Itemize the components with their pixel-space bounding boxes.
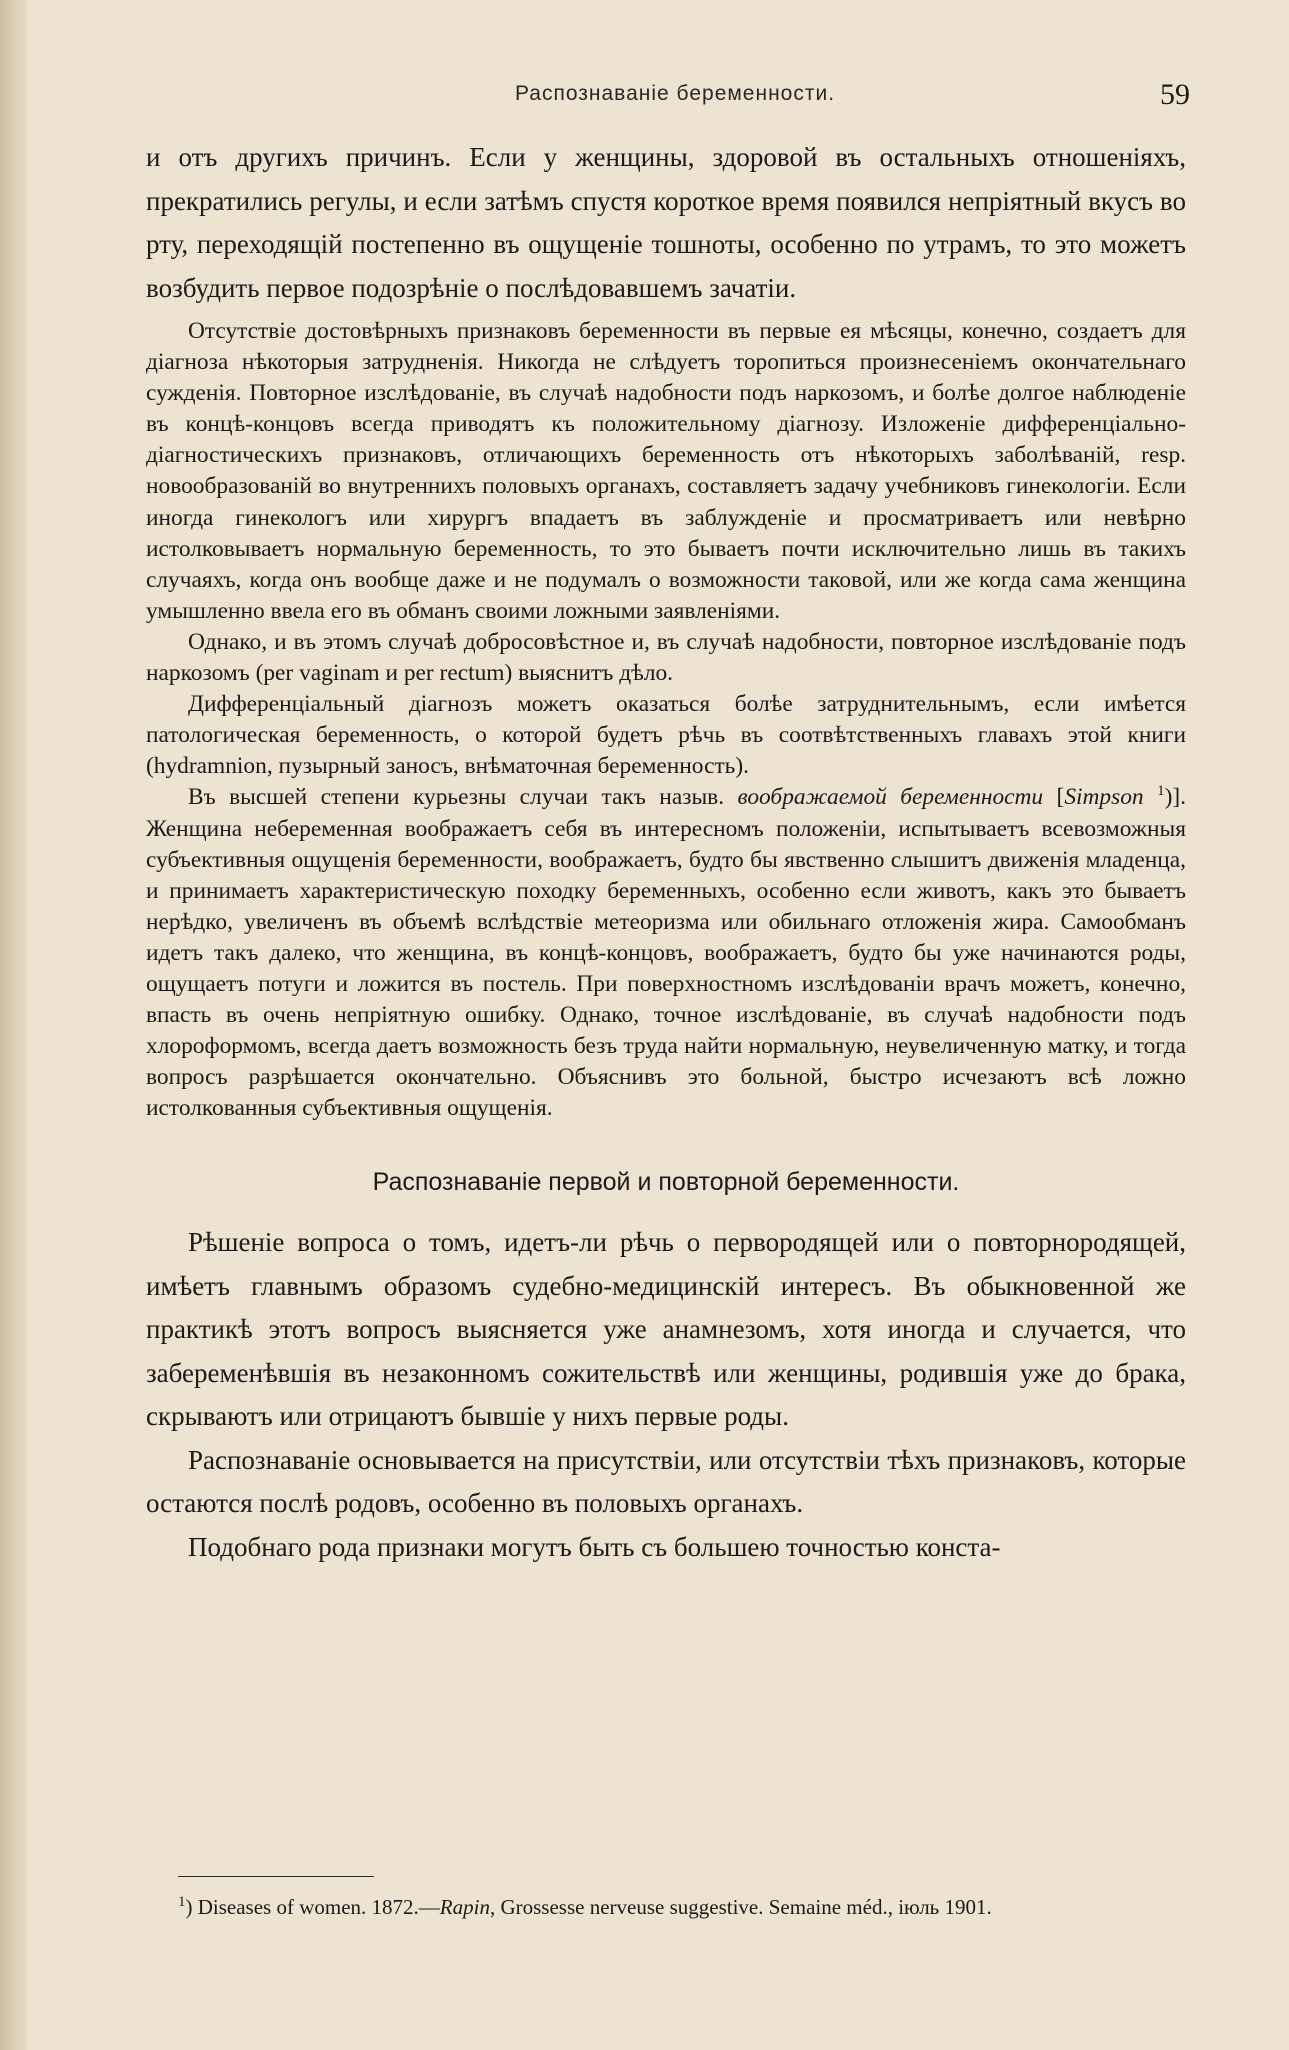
running-title: Распознаванiе беременности. [514, 82, 836, 105]
paragraph-5-italic-term: воображаемой беременности [737, 784, 1044, 811]
footnote [178, 1892, 1188, 1922]
paragraph-5-start: Въ высшей степени курьезны случаи такъ назыв. [188, 784, 738, 811]
footnote-author: Rapin [439, 1895, 490, 1919]
paragraph-2: Отсутствiе достовѣрныхъ признаковъ беременности въ первые ея мѣсяцы, конечно, создаетъ для дiагноза нѣкоторыя затрудненiя. Никогда не слѣдуетъ торопиться произнесенiемъ окончательнаго сужденiя. Повторное изслѣдованiе, въ случаѣ надобности подъ наркозомъ, и болѣе долгое наблюденiе въ концѣ-концовъ всегда приводятъ къ положительному дiагнозу. Изложенiе дифференцiально-дiагностическихъ признаковъ, отличающихъ беременность отъ нѣкоторыхъ заболѣванiй, resp. новообразованiй во внутреннихъ половыхъ органахъ, составляетъ задачу учебниковъ гинекологiи. Если иногда гинекологъ или хирургъ впадаетъ въ заблужденiе и просматриваетъ или невѣрно истолковываетъ нормальную беременность, то это бываетъ почти исключительно лишь въ такихъ случаяхъ, когда онъ вообще даже и не подумалъ о возможности таковой, или же когда сама женщина умышленно ввела его въ обманъ своими ложными заявленiями. [146, 318, 1186, 624]
paragraph-6: Рѣшенiе вопроса о томъ, идетъ-ли рѣчь о первородящей или о повторнородящей, имѣетъ главнымъ образомъ судебно-медицинскiй интересъ. Въ обыкновенной же практикѣ этотъ вопросъ выясняется уже анамнезомъ, хотя иногда и случается, что забеременѣвшiя въ незаконномъ сожительствѣ или женщины, родившiя уже до брака, скрываютъ или отрицаютъ бывшiе у нихъ первые роды. [146, 1227, 1186, 1432]
paragraph-8: Подобнаго рода признаки могутъ быть съ большею точностью конста- [188, 1531, 1001, 1562]
page-header [160, 78, 1190, 118]
paragraph-5-rest: )]. Женщина небеременная воображаетъ себя въ интересномъ положенiи, испытываетъ всевозможныя субъективныя ощущенiя беременности, воображаетъ, будто бы явственно слышитъ движенiя младенца, и принимаетъ характеристическую походку беременныхъ, особенно если животъ, какъ это бываетъ нерѣдко, увеличенъ въ объемѣ вслѣдствiе метеоризма или обильнаго отложенiя жира. Самообманъ идетъ такъ далеко, что женщина, въ концѣ-концовъ, воображаетъ, будто бы уже начинаются роды, ощущаетъ потуги и ложится въ постель. При поверхностномъ изслѣдованiи врачъ можетъ, конечно, впасть въ очень непрiятную ошибку. Однако, точное изслѣдованiе, въ случаѣ надобности подъ хлороформомъ, всегда даетъ возможность безъ труда найти нормальную, неувеличенную матку, и тогда вопросъ разрѣшается окончательно. Объяснивъ это больной, быстро исчезаютъ всѣ ложно истолкованныя субъективныя ощущенiя. [146, 784, 1187, 1122]
paragraph-7: Распознаванiе основывается на присутствiи, или отсутствiи тѣхъ признаковъ, которые остаются послѣ родовъ, особенно въ половыхъ органахъ. [146, 1444, 1186, 1519]
paragraph-5-bracket: [ [1043, 784, 1065, 811]
section-heading: Распознаванiе первой и повторной беременности. [372, 1168, 960, 1197]
footnote-text-end: , Grossesse nerveuse suggestive. Semaine méd., iюль 1901. [489, 1895, 992, 1919]
page-number: 59 [1160, 78, 1190, 111]
footnote-text-start: ) Diseases of women. 1872.— [185, 1895, 440, 1919]
paragraph-5 [146, 782, 1186, 1124]
paragraph-5-author: Simpson [1064, 784, 1144, 811]
page-body [146, 136, 1186, 1569]
footnote-mark: 1 [178, 1894, 186, 1910]
paragraph-3: Однако, и въ этомъ случаѣ добросовѣстное и, въ случаѣ надобности, повторное изслѣдованiе подъ наркозомъ (per vaginam и per rectum) выяснитъ дѣло. [146, 628, 1186, 687]
footnote-divider [178, 1876, 374, 1877]
paragraph-1: и отъ другихъ причинъ. Если у женщины, здоровой въ остальныхъ отношенiяхъ, прекратились регулы, и если затѣмъ спустя короткое время появился непрiятный вкусъ во рту, переходящiй постепенно въ ощущенiе тошноты, особенно по утрамъ, то это можетъ возбудить первое подозрѣнiе о послѣдовавшемъ зачатiи. [146, 142, 1186, 303]
footnote-reference: 1 [1157, 783, 1165, 800]
paragraph-4: Дифференцiальный дiагнозъ можетъ оказаться болѣе затруднительнымъ, если имѣется патологическая беременность, о которой будетъ рѣчь въ соотвѣтственныхъ главахъ этой книги (hydramnion, пузырный заносъ, внѣматочная беременность). [146, 691, 1186, 780]
